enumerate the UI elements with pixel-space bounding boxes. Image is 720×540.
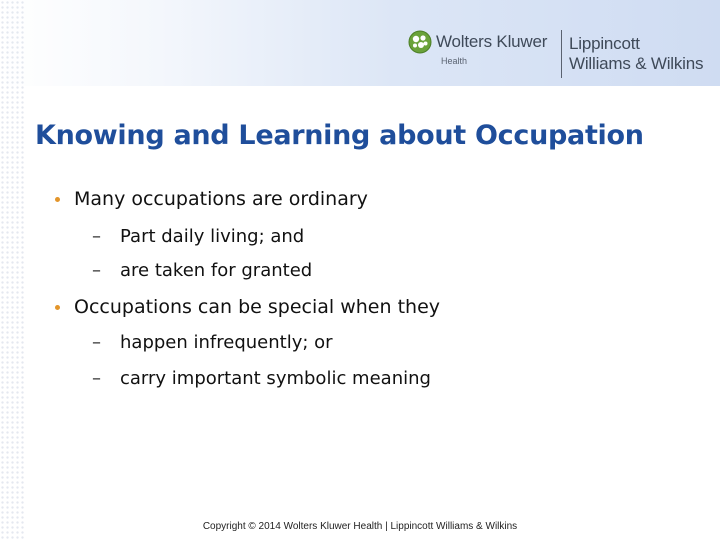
logo-division: Health — [441, 56, 468, 66]
bullet-text: Occupations can be special when they — [74, 296, 441, 318]
dash-icon: – — [92, 368, 101, 389]
sub-bullet-text: Part daily living; and — [120, 226, 305, 247]
sub-bullet-text: carry important symbolic meaning — [120, 368, 431, 389]
copyright-footer — [0, 521, 720, 532]
sub-bullet-text: are taken for granted — [120, 260, 313, 281]
dash-icon: – — [92, 226, 101, 247]
bullet-dot-icon — [55, 197, 60, 202]
slide-title: Knowing and Learning about Occupation — [35, 120, 644, 151]
copyright-text: Copyright © 2014 Wolters Kluwer Health | Lippincott Williams & Wilkins — [202, 521, 518, 532]
logo-imprint-line1: Lippincott — [569, 34, 640, 53]
logo-company-name: Wolters Kluwer — [436, 32, 548, 51]
dash-icon: – — [92, 260, 101, 281]
logo-imprint-line2: Williams & Wilkins — [569, 54, 704, 73]
bullet-text: Many occupations are ordinary — [74, 188, 368, 210]
dash-icon: – — [92, 332, 101, 353]
sub-bullet-text: happen infrequently; or — [120, 332, 333, 353]
bullet-dot-icon — [55, 305, 60, 310]
